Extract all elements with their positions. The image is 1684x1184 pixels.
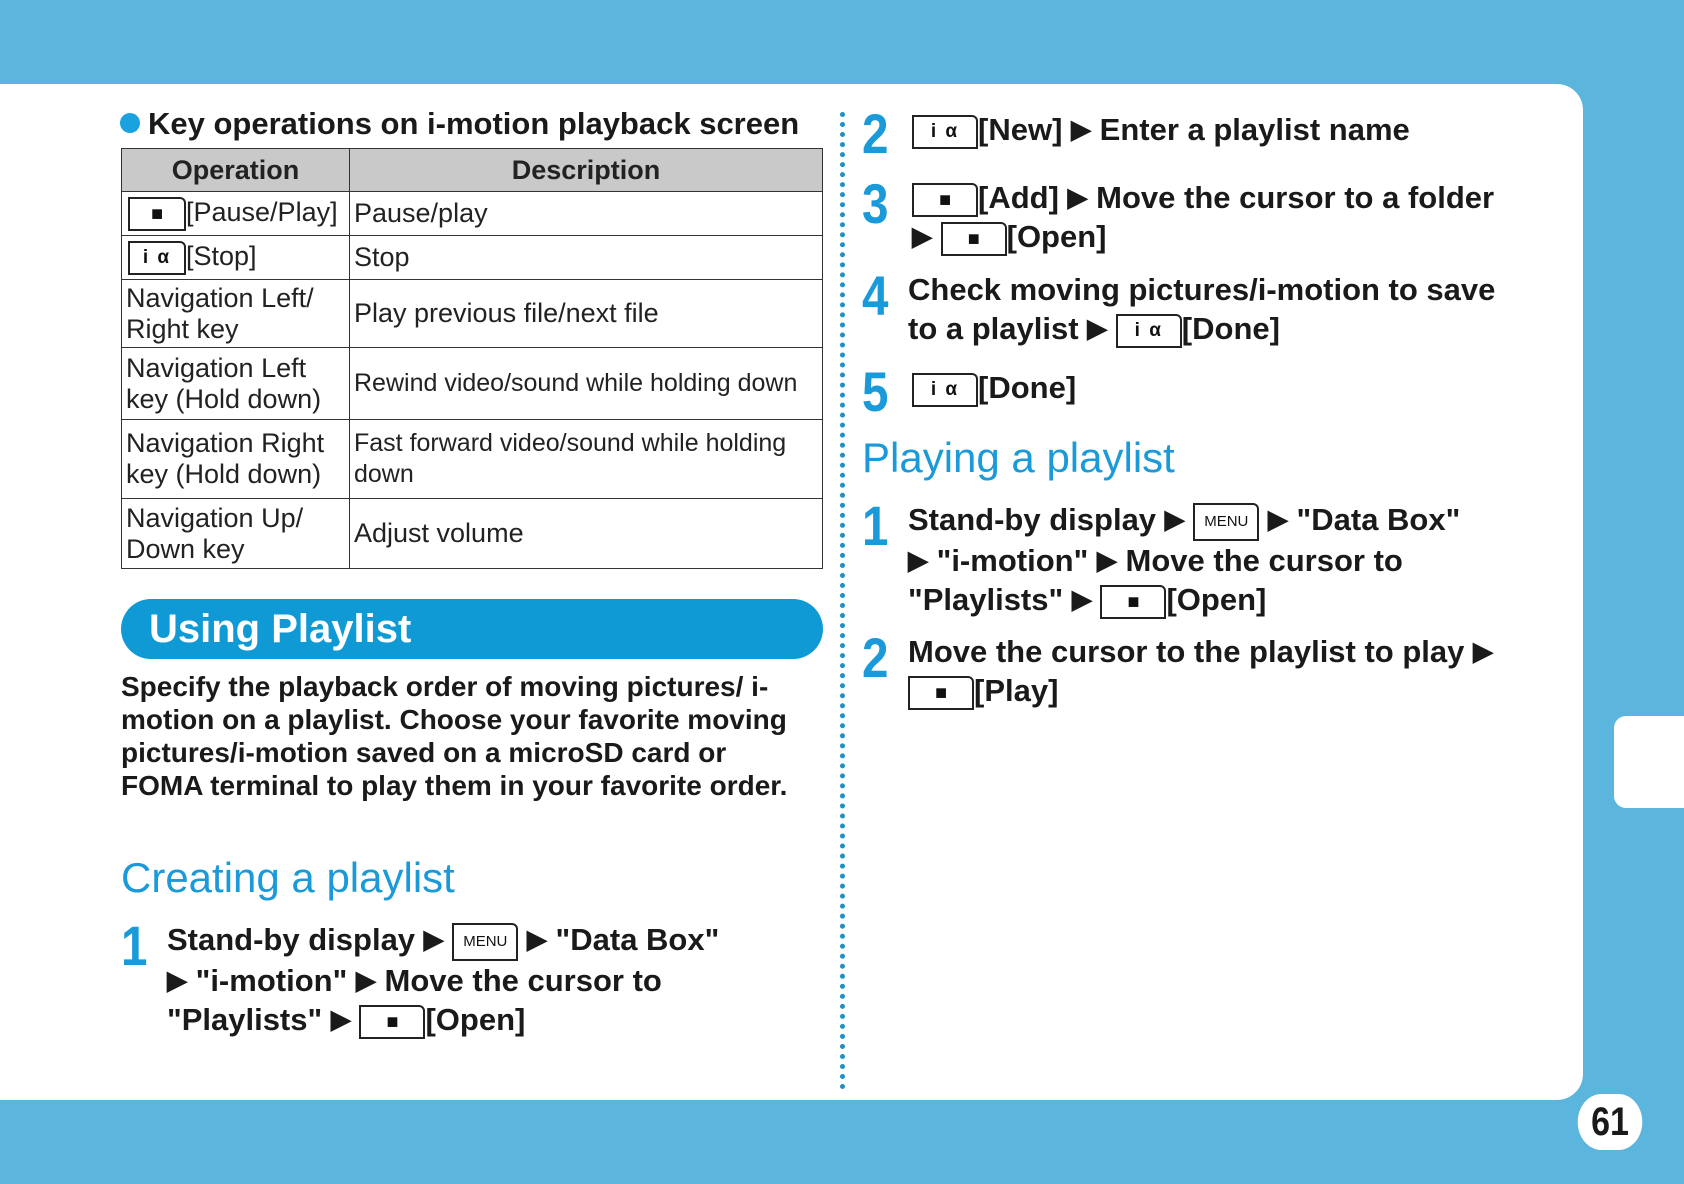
center-key-icon: ■ xyxy=(941,222,1007,256)
table-row xyxy=(122,192,823,236)
center-key-icon: ■ xyxy=(912,183,978,217)
center-key-icon: ■ xyxy=(1100,585,1166,619)
table-cell: Fast forward video/sound while holding down xyxy=(350,420,823,499)
arrow-icon: ▶ xyxy=(1096,544,1117,575)
key-ops-heading: Key operations on i-motion playback screen xyxy=(120,106,799,142)
arrow-icon: ▶ xyxy=(1164,504,1185,534)
center-key-icon: ■ xyxy=(908,676,974,710)
step-number: 5 xyxy=(862,360,889,423)
center-key-icon: ■ xyxy=(128,197,186,231)
arrow-icon: ▶ xyxy=(1071,114,1092,144)
page-number: 61 xyxy=(1578,1094,1643,1150)
table-row xyxy=(122,348,823,420)
table-row xyxy=(122,280,823,348)
i-mode-key-icon: i α xyxy=(912,115,978,149)
arrow-icon: ▶ xyxy=(1087,313,1108,343)
table-cell: Pause/play xyxy=(350,192,823,236)
i-mode-key-icon: i α xyxy=(912,373,978,407)
table-row xyxy=(122,420,823,499)
table-header-row xyxy=(122,149,823,192)
menu-key-icon: MENU xyxy=(452,923,518,961)
table-cell: Navigation Left key (Hold down) xyxy=(122,348,350,420)
side-index-tab xyxy=(1614,716,1684,808)
arrow-icon: ▶ xyxy=(908,544,928,575)
step-number: 2 xyxy=(862,626,889,689)
center-key-icon: ■ xyxy=(359,1005,425,1039)
arrow-icon: ▶ xyxy=(167,964,187,995)
column-header: Description xyxy=(350,149,823,192)
arrow-icon: ▶ xyxy=(423,924,444,954)
arrow-icon: ▶ xyxy=(526,924,547,954)
table-cell: ■ [Pause/Play] xyxy=(122,192,350,236)
section-banner: Using Playlist xyxy=(121,599,823,659)
table-row xyxy=(122,499,823,569)
step-number: 1 xyxy=(862,494,889,557)
table-cell: Adjust volume xyxy=(350,499,823,569)
arrow-icon: ▶ xyxy=(1067,182,1088,212)
arrow-icon: ▶ xyxy=(1071,583,1092,614)
arrow-icon: ▶ xyxy=(1473,636,1494,666)
table-cell: Stop xyxy=(350,236,823,280)
arrow-icon: ▶ xyxy=(912,221,932,251)
table-cell: Navigation Up/ Down key xyxy=(122,499,350,569)
table-cell: Navigation Left/ Right key xyxy=(122,280,350,348)
section-intro: Specify the playback order of moving pictures/ i-motion on a playlist. Choose your favorite moving pictures/i-motion saved on a microSD card or FOMA terminal to play them in your favorite order. xyxy=(121,671,788,801)
table-cell: Navigation Right key (Hold down) xyxy=(122,420,350,499)
column-header: Operation xyxy=(122,149,350,192)
table-cell: Play previous file/next file xyxy=(350,280,823,348)
step-number: 3 xyxy=(862,172,889,235)
table-cell: Rewind video/sound while holding down xyxy=(350,348,823,420)
table-row xyxy=(122,236,823,280)
bullet-dot-icon xyxy=(120,113,140,133)
arrow-icon: ▶ xyxy=(1267,504,1288,534)
arrow-icon: ▶ xyxy=(355,964,376,995)
key-ops-table xyxy=(121,148,823,569)
arrow-icon: ▶ xyxy=(330,1003,351,1034)
table-cell: i α [Stop] xyxy=(122,236,350,280)
playing-heading: Playing a playlist xyxy=(862,434,1175,481)
step-number: 4 xyxy=(862,264,889,327)
column-divider xyxy=(840,112,845,1090)
creating-heading: Creating a playlist xyxy=(121,854,455,901)
step-number: 1 xyxy=(121,914,148,977)
menu-key-icon: MENU xyxy=(1193,503,1259,541)
step-number: 2 xyxy=(862,102,889,165)
i-mode-key-icon: i α xyxy=(1116,314,1182,348)
i-mode-key-icon: i α xyxy=(128,241,186,275)
